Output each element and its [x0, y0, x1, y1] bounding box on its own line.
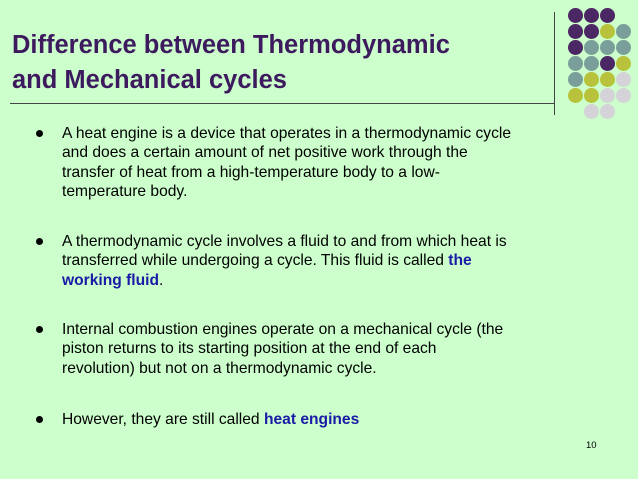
dot — [616, 40, 631, 55]
bullet-line — [62, 271, 602, 290]
dot — [584, 24, 599, 39]
dot — [568, 8, 583, 23]
bullet-line: revolution) but not on a thermodynamic cycle. — [62, 359, 377, 377]
horizontal-divider — [10, 103, 554, 104]
dot — [568, 24, 583, 39]
bullet-icon — [36, 238, 43, 245]
dot — [584, 8, 599, 23]
highlight-heat-engines: heat engines — [263, 411, 360, 428]
highlight-working-fluid: working fluid — [62, 271, 160, 289]
dot — [600, 40, 615, 55]
decorative-dot-grid — [560, 8, 638, 120]
highlight-the: the — [448, 252, 472, 270]
bullet-text — [62, 124, 602, 201]
bullet-line: A thermodynamic cycle involves a fluid to and from which heat is — [62, 233, 507, 250]
bullet-line — [62, 251, 602, 270]
dot — [616, 24, 631, 39]
bullet-line — [62, 410, 602, 429]
bullet-line-text: However, they are still called — [62, 411, 264, 428]
slide-title — [12, 28, 552, 98]
dot — [616, 88, 631, 103]
bullet-line: temperature body. — [62, 182, 188, 200]
page-number: 10 — [586, 440, 597, 451]
dot — [568, 56, 583, 71]
dot — [616, 72, 631, 87]
dot — [600, 8, 615, 23]
dot — [600, 88, 615, 103]
title-line-2: and Mechanical cycles — [12, 66, 287, 94]
bullet-line-tail: . — [159, 271, 164, 289]
bullet-line: piston returns to its starting position at the end of each — [62, 340, 437, 358]
bullet-icon — [36, 130, 43, 137]
dot — [616, 56, 631, 71]
bullet-line: and does a certain amount of net positive work through the — [62, 144, 468, 162]
vertical-divider — [554, 12, 555, 115]
dot — [584, 104, 599, 119]
dot — [584, 40, 599, 55]
dot — [568, 40, 583, 55]
dot — [600, 104, 615, 119]
bullet-text — [62, 232, 602, 290]
bullet-line: transfer of heat from a high-temperature body to a low- — [62, 163, 440, 181]
dot — [568, 72, 583, 87]
dot — [584, 88, 599, 103]
dot — [584, 72, 599, 87]
bullet-line: Internal combustion engines operate on a mechanical cycle (the — [62, 321, 504, 338]
dot — [600, 56, 615, 71]
title-line-1: Difference between Thermodynamic — [12, 31, 450, 59]
bullet-icon — [36, 416, 43, 423]
dot — [584, 56, 599, 71]
bullet-text — [62, 320, 602, 378]
bullet-text — [62, 410, 602, 429]
bullet-line-text: transferred while undergoing a cycle. This fluid is called — [62, 252, 449, 270]
dot — [568, 88, 583, 103]
dot — [600, 24, 615, 39]
bullet-line: A heat engine is a device that operates in a thermodynamic cycle — [62, 125, 512, 142]
dot — [600, 72, 615, 87]
bullet-icon — [36, 326, 43, 333]
